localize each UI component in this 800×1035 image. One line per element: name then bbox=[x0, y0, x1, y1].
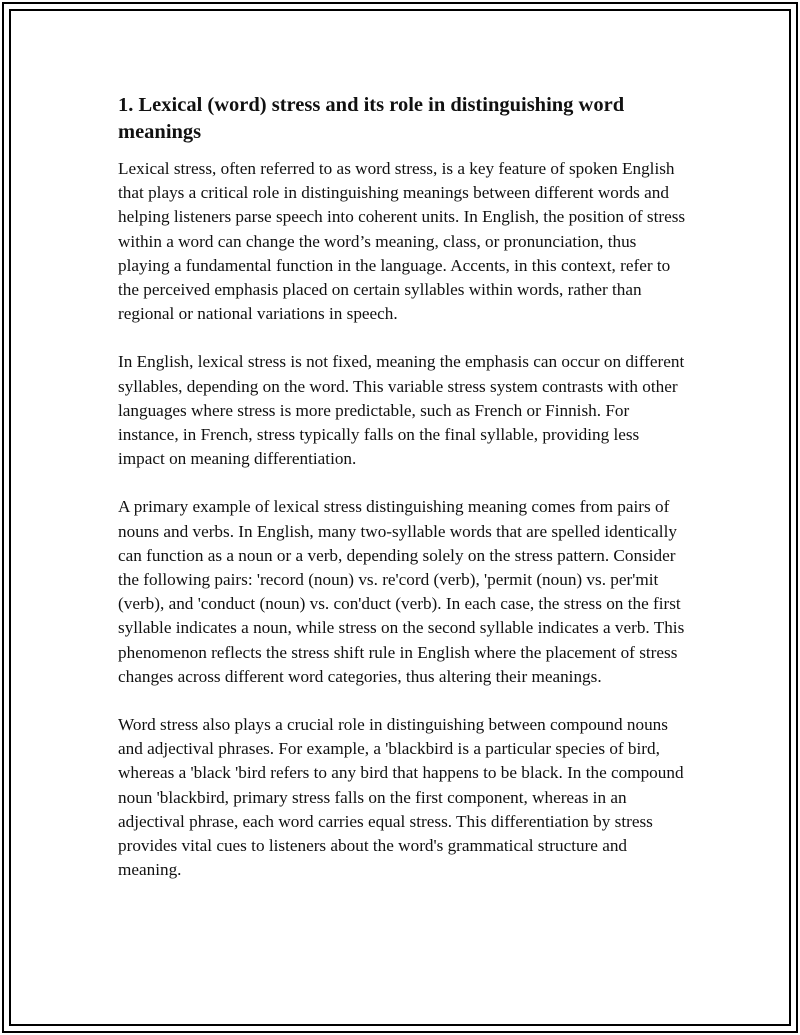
section-heading: 1. Lexical (word) stress and its role in distinguishing word meanings bbox=[118, 94, 625, 143]
paragraph-intro: Lexical stress, often referred to as word stress, is a key feature of spoken English that plays a critical role in distinguishing meanings between different words and helping listeners parse speech into coherent units. In English, the position of stress within a word can change the word’s meaning, class, or pronunciation, thus playing a fundamental function in the language. Accents, in this context, refer to the perceived emphasis placed on certain syllables within words, rather than regional or national variations in speech. bbox=[118, 159, 686, 324]
document-body bbox=[118, 92, 690, 906]
paragraph-noun-verb-pairs: A primary example of lexical stress distinguishing meaning comes from pairs of nouns and verbs. In English, many two-syllable words that are spelled identically can function as a noun or a verb, depending solely on the stress pattern. Consider the following pairs: 'record (noun) vs. re'cord (verb), 'permit (noun) vs. per'mit (verb), and 'conduct (noun) vs. con'duct (verb). In each case, the stress on the first syllable indicates a noun, while stress on the second syllable indicates a verb. This phenomenon reflects the stress shift rule in English where the placement of stress changes across different word categories, thus altering their meanings. bbox=[118, 497, 685, 686]
paragraph-compounds: Word stress also plays a crucial role in distinguishing between compound nouns and adjectival phrases. For example, a 'blackbird is a particular species of bird, whereas a 'black 'bird refers to any bird that happens to be black. In the compound noun 'blackbird, primary stress falls on the first component, whereas in an adjectival phrase, each word carries equal stress. This differentiation by stress provides vital cues to listeners about the word's grammatical structure and meaning. bbox=[118, 715, 684, 880]
paragraph-variable-stress: In English, lexical stress is not fixed, meaning the emphasis can occur on different syllables, depending on the word. This variable stress system contrasts with other languages where stress is more predictable, such as French or Finnish. For instance, in French, stress typically falls on the final syllable, providing less impact on meaning differentiation. bbox=[118, 352, 685, 469]
